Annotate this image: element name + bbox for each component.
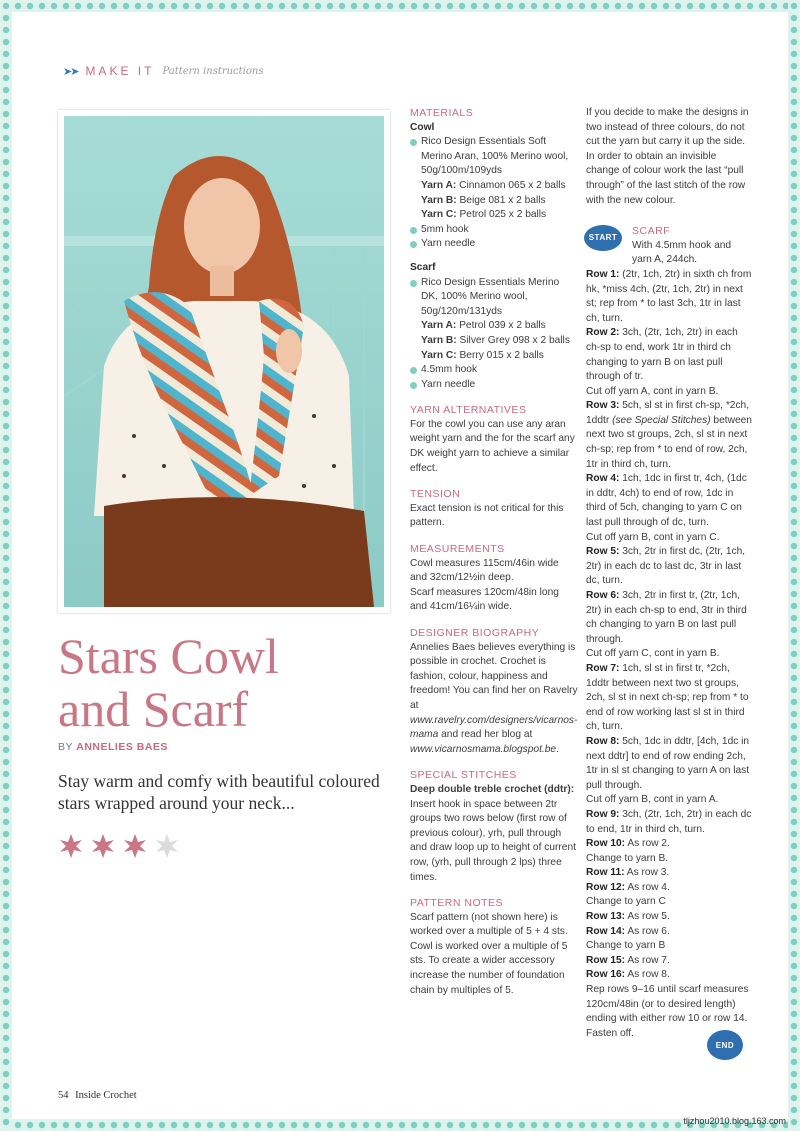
row-text: 5ch, sl st in first ch-sp, *2ch, 1ddtr (see Special Stitches) between next two st groups, 2ch, sl st in next ch-sp; rep from * to end of row, 2ch, 1tr in third ch, turn.: [586, 400, 752, 470]
scarf-measurements: Scarf measures 120cm/48in long and 41cm/16¼in wide.: [410, 586, 559, 613]
star-icon: [90, 833, 116, 859]
tension-text: Exact tension is not critical for this pattern.: [410, 502, 564, 529]
row-text: As row 3.: [624, 867, 670, 879]
double-arrow-icon: ➤➤: [63, 65, 78, 78]
row-text: Rep rows 9–16 until scarf measures 120cm/48in (or to desired length) ending with either row 10 or row 14.: [586, 984, 749, 1025]
yarn-alternatives-text: For the cowl you can use any aran weight yarn and the for the scarf any DK weight yarn to achieve a similar effect.: [410, 418, 575, 474]
pattern-notes-heading: PATTERN NOTES: [410, 897, 504, 910]
yarn-alternatives-heading: YARN ALTERNATIVES: [410, 404, 527, 417]
row-label: Row 13:: [586, 911, 626, 923]
ravelry-link[interactable]: www.ravelry.com/designers/vicarnos-mama: [410, 714, 578, 741]
section-label: MAKE IT: [85, 64, 155, 78]
row-label: Row 6:: [586, 590, 620, 601]
materials-heading: MATERIALS: [410, 107, 474, 119]
page-number: 54: [58, 1090, 69, 1101]
row-label: Row 8:: [586, 735, 620, 747]
row-label: Row 16:: [586, 969, 626, 981]
row-label: Row 11:: [586, 867, 625, 879]
pattern-row: [586, 545, 752, 589]
row-label: Row 12:: [586, 881, 626, 893]
cowl-measurements: Cowl measures 115cm/46in wide and 32cm/12½in deep.: [410, 557, 559, 584]
end-badge: END: [707, 1030, 743, 1060]
cowl-yarn-c: Yarn C: Petrol 025 x 2 balls: [421, 209, 547, 221]
pattern-row: [586, 735, 752, 793]
pattern-row: [586, 954, 752, 969]
pattern-row: [586, 326, 752, 384]
byline-prefix: BY: [58, 741, 77, 753]
row-label: Row 1:: [586, 268, 620, 280]
scarf-heading: SCARF: [632, 225, 671, 238]
middle-column: [410, 106, 578, 998]
difficulty-rating: [58, 833, 180, 859]
measurements-heading: MEASUREMENTS: [410, 543, 505, 556]
row-text: As row 4.: [625, 881, 670, 893]
title-line-2: and Scarf: [58, 681, 249, 737]
row-text: Fasten off.: [586, 1027, 634, 1039]
cowl-hook-item: 5mm hook: [410, 223, 578, 238]
pattern-row: [586, 895, 752, 910]
cowl-yarn-a: Yarn A: Cinnamon 065 x 2 balls: [421, 179, 566, 191]
cowl-label: Cowl: [410, 121, 435, 133]
star-empty-icon: [154, 833, 180, 859]
scarf-yarn-b: Yarn B: Silver Grey 098 x 2 balls: [421, 334, 570, 346]
pattern-row: [586, 939, 752, 954]
row-label: Row 9:: [586, 808, 620, 820]
row-text: 5ch, 1dc in ddtr, [4ch, 1dc in next ddtr] to end of row ending 2ch, 1tr in sl st changing to yarn A on last pull through.: [586, 735, 750, 791]
pattern-row: [586, 925, 752, 940]
stitch-name: Deep double treble crochet (ddtr):: [410, 783, 575, 795]
pattern-row: [586, 968, 752, 983]
pattern-row: [586, 852, 752, 867]
row-label: Row 4:: [586, 473, 620, 485]
scarf-instructions: [586, 224, 752, 1041]
row-label: Row 5:: [586, 546, 620, 558]
special-stitches-heading: SPECIAL STITCHES: [410, 769, 517, 782]
byline: [58, 741, 168, 753]
scarf-intro: With 4.5mm hook and yarn A, 244ch.: [632, 239, 732, 266]
pattern-notes-text: Scarf pattern (not shown here) is worked over a multiple of 5 + 4 sts. Cowl is worked over a multiple of 5 sts. To create a wider accessory increase the number of foundation chain by multiples of 5.: [410, 911, 568, 996]
star-icon: [58, 833, 84, 859]
row-label: Row 3:: [586, 400, 620, 412]
row-label: Row 15:: [586, 954, 626, 966]
section-subtitle: Pattern instructions: [162, 65, 264, 77]
row-text: Cut off yarn A, cont in yarn B.: [586, 385, 719, 397]
pattern-row: [586, 385, 752, 400]
pattern-row: [586, 837, 752, 852]
row-text: As row 7.: [625, 954, 670, 966]
intro-text: Stay warm and comfy with beautiful coloured stars wrapped around your neck...: [58, 771, 380, 813]
watermark: tljzhou2010.blog.163.com: [683, 1116, 786, 1126]
tension-heading: TENSION: [410, 488, 461, 501]
pattern-row: [586, 983, 752, 1027]
row-text: 1ch, sl st in first tr, *2ch, 1ddtr between next two st groups, 2ch, sl st in next ch-sp; rep from * to end of row working last sl st in third ch, turn.: [586, 662, 749, 733]
scarf-yarn-item: Rico Design Essentials Merino DK, 100% Merino wool, 50g/120m/131yds: [410, 276, 578, 320]
biography-heading: DESIGNER BIOGRAPHY: [410, 627, 540, 639]
pattern-row: [586, 808, 752, 837]
row-text: Cut off yarn B, cont in yarn C.: [586, 531, 720, 543]
pattern-row: [586, 647, 752, 662]
row-text: 3ch, 2tr in first dc, (2tr, 1ch, 2tr) in each dc to last dc, 3tr in last dc, turn.: [586, 546, 746, 587]
row-text: As row 8.: [625, 969, 670, 981]
designer-name: ANNELIES BAES: [76, 741, 168, 753]
colour-change-note: If you decide to make the designs in two instead of three colours, do not cut the yarn but carry it up the side. In order to obtain an invisible change of colour work the last “pull through” of the last stitch of the row with the new colour.: [586, 107, 749, 206]
row-text: (2tr, 1ch, 2tr) in sixth ch from hk, *miss 4ch, (2tr, 1ch, 2tr) in next st; rep from * to last 3ch, 1tr in last ch, turn.: [586, 268, 752, 324]
cowl-needle-item: Yarn needle: [410, 237, 578, 252]
special-stitches-text: Deep double treble crochet (ddtr): Insert hook in space between 2tr groups two rows below (first row of previous colour), yrh, pull through and draw loop up to height of current row, (yrh, pull through 2 lps) three times.: [410, 783, 576, 883]
row-text: Change to yarn B: [586, 940, 666, 952]
star-icon: [122, 833, 148, 859]
row-text: As row 5.: [625, 911, 670, 923]
row-label: Row 7:: [586, 662, 620, 674]
scarf-yarn-a: Yarn A: Petrol 039 x 2 balls: [421, 320, 546, 332]
title-line-1: Stars Cowl: [58, 628, 279, 684]
row-text: Change to yarn B.: [586, 852, 669, 864]
decorative-border-left: [0, 0, 12, 1131]
row-text: Cut off yarn B, cont in yarn A.: [586, 794, 719, 806]
pattern-row: [586, 531, 752, 546]
pattern-row: [586, 589, 752, 647]
page-footer: [58, 1090, 137, 1101]
row-text: Change to yarn C: [586, 896, 666, 908]
model-photo: [58, 110, 390, 613]
start-badge: START: [584, 225, 622, 251]
row-text: 3ch, 2tr in first tr, (2tr, 1ch, 2tr) in each ch-sp to end, 3tr in third ch changing to yarn B on last pull through.: [586, 590, 747, 645]
row-text: As row 6.: [625, 925, 670, 937]
pattern-row: [586, 268, 752, 326]
pattern-row: [586, 662, 752, 735]
biography-text: Annelies Baes believes everything is possible in crochet. Crochet is fashion, colour, happiness and freedom! You can find her on Ravelry at www.ravelry.com/designers/vicarnos-mama and read her blog at www.vicarnosmama.blogspot.be.: [410, 641, 578, 755]
cowl-yarn-b: Yarn B: Beige 081 x 2 balls: [421, 194, 546, 206]
pattern-row: [586, 866, 752, 881]
row-text: 3ch, (2tr, 1ch, 2tr) in each dc to end, 1tr in third ch, turn.: [586, 808, 752, 835]
decorative-border-right: [788, 0, 800, 1131]
row-text: 1ch, 1dc in first tr, 4ch, (1dc in ddtr, 4ch) to end of row, 1dc in third of 5ch, changing to yarn C on last pull through of dc, turn.: [586, 473, 747, 529]
row-list: [586, 268, 752, 1041]
scarf-yarn-c: Yarn C: Berry 015 x 2 balls: [421, 349, 544, 361]
cowl-yarn-item: Rico Design Essentials Soft Merino Aran, 100% Merino wool, 50g/100m/109yds: [410, 135, 578, 179]
pattern-row: [586, 910, 752, 925]
magazine-name: Inside Crochet: [75, 1090, 137, 1101]
scarf-label: Scarf: [410, 261, 436, 273]
decorative-border-bottom: [0, 1119, 800, 1131]
blog-link[interactable]: www.vicarnosmama.blogspot.be: [410, 743, 557, 755]
right-column: [586, 106, 752, 1041]
article-title: [58, 630, 398, 736]
pattern-row: [586, 472, 752, 530]
row-label: Row 10:: [586, 838, 626, 850]
row-label: Row 14:: [586, 925, 626, 937]
decorative-border-top: [0, 0, 800, 12]
pattern-row: [586, 793, 752, 808]
pattern-row: [586, 399, 752, 472]
pattern-row: [586, 881, 752, 896]
scarf-needle-item: Yarn needle: [410, 378, 578, 393]
row-text: As row 2.: [625, 838, 670, 850]
section-header: [63, 64, 263, 78]
row-text: 3ch, (2tr, 1ch, 2tr) in each ch-sp to end, work 1tr in third ch changing to yarn B on last pull through of tr.: [586, 327, 738, 383]
row-text: Cut off yarn C, cont in yarn B.: [586, 648, 720, 660]
row-label: Row 2:: [586, 327, 620, 339]
scarf-hook-item: 4.5mm hook: [410, 363, 578, 378]
